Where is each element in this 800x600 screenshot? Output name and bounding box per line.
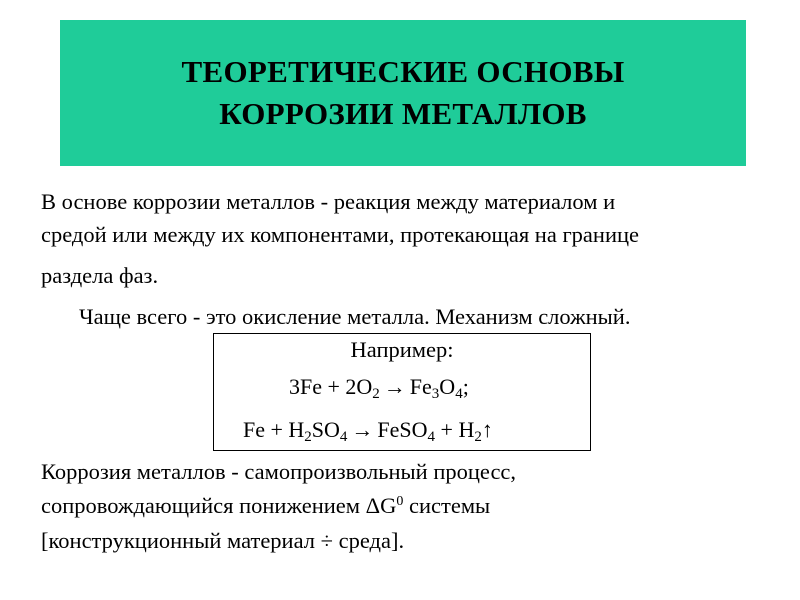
intro-line-2: средой или между их компонентами, протекающая на границе: [41, 222, 640, 247]
eq2-feso: FeSO: [377, 417, 428, 442]
intro-line-1: В основе коррозии металлов - реакция между материалом и: [41, 189, 616, 214]
eq2-sub-so4: 4: [339, 429, 348, 445]
eq2-plus-h: + H: [435, 417, 475, 442]
equation-2: [243, 416, 493, 444]
title-line-1: ТЕОРЕТИЧЕСКИЕ ОСНОВЫ: [181, 54, 625, 89]
eq2-fe-h: Fe + H: [243, 417, 305, 442]
conclusion-line-2-text: сопровождающийся понижением ΔG: [41, 493, 397, 518]
title-line-2: КОРРОЗИИ МЕТАЛЛОВ: [219, 96, 587, 131]
note-line: Чаще всего - это окисление металла. Механизм сложный.: [79, 304, 631, 329]
eq2-so: SO: [311, 417, 340, 442]
eq2-sub-h2-product: 2: [474, 429, 482, 445]
eq1-arrow: →: [383, 374, 406, 399]
eq1-sub-fe3: 3: [431, 386, 440, 402]
conclusion-line-3: [конструкционный материал ÷ среда].: [41, 528, 405, 553]
delta-g-superscript: 0: [396, 494, 404, 509]
eq2-arrow: →: [351, 417, 374, 442]
eq1-tail: ;: [462, 374, 469, 399]
eq1-product-fe: Fe: [409, 374, 432, 399]
equation-1: [289, 373, 469, 401]
eq1-sub-o4: 4: [455, 386, 463, 402]
eq2-sub-h2: 2: [304, 429, 312, 445]
eq1-product-o: O: [439, 374, 456, 399]
eq2-sub-feso4: 4: [427, 429, 436, 445]
conclusion-line-2-tail: системы: [403, 493, 491, 518]
gas-up-arrow-icon: ↑: [481, 417, 493, 442]
example-box: [213, 333, 591, 451]
eq1-sub-o2: 2: [372, 386, 380, 402]
conclusion-line-2: [41, 490, 490, 521]
example-label: Например:: [350, 337, 454, 362]
eq1-reactants: 3Fe + 2O: [289, 374, 373, 399]
intro-line-3: раздела фаз.: [41, 263, 159, 288]
conclusion-line-1: Коррозия металлов - самопроизвольный процесс,: [41, 459, 517, 484]
title-banner: [60, 20, 746, 166]
